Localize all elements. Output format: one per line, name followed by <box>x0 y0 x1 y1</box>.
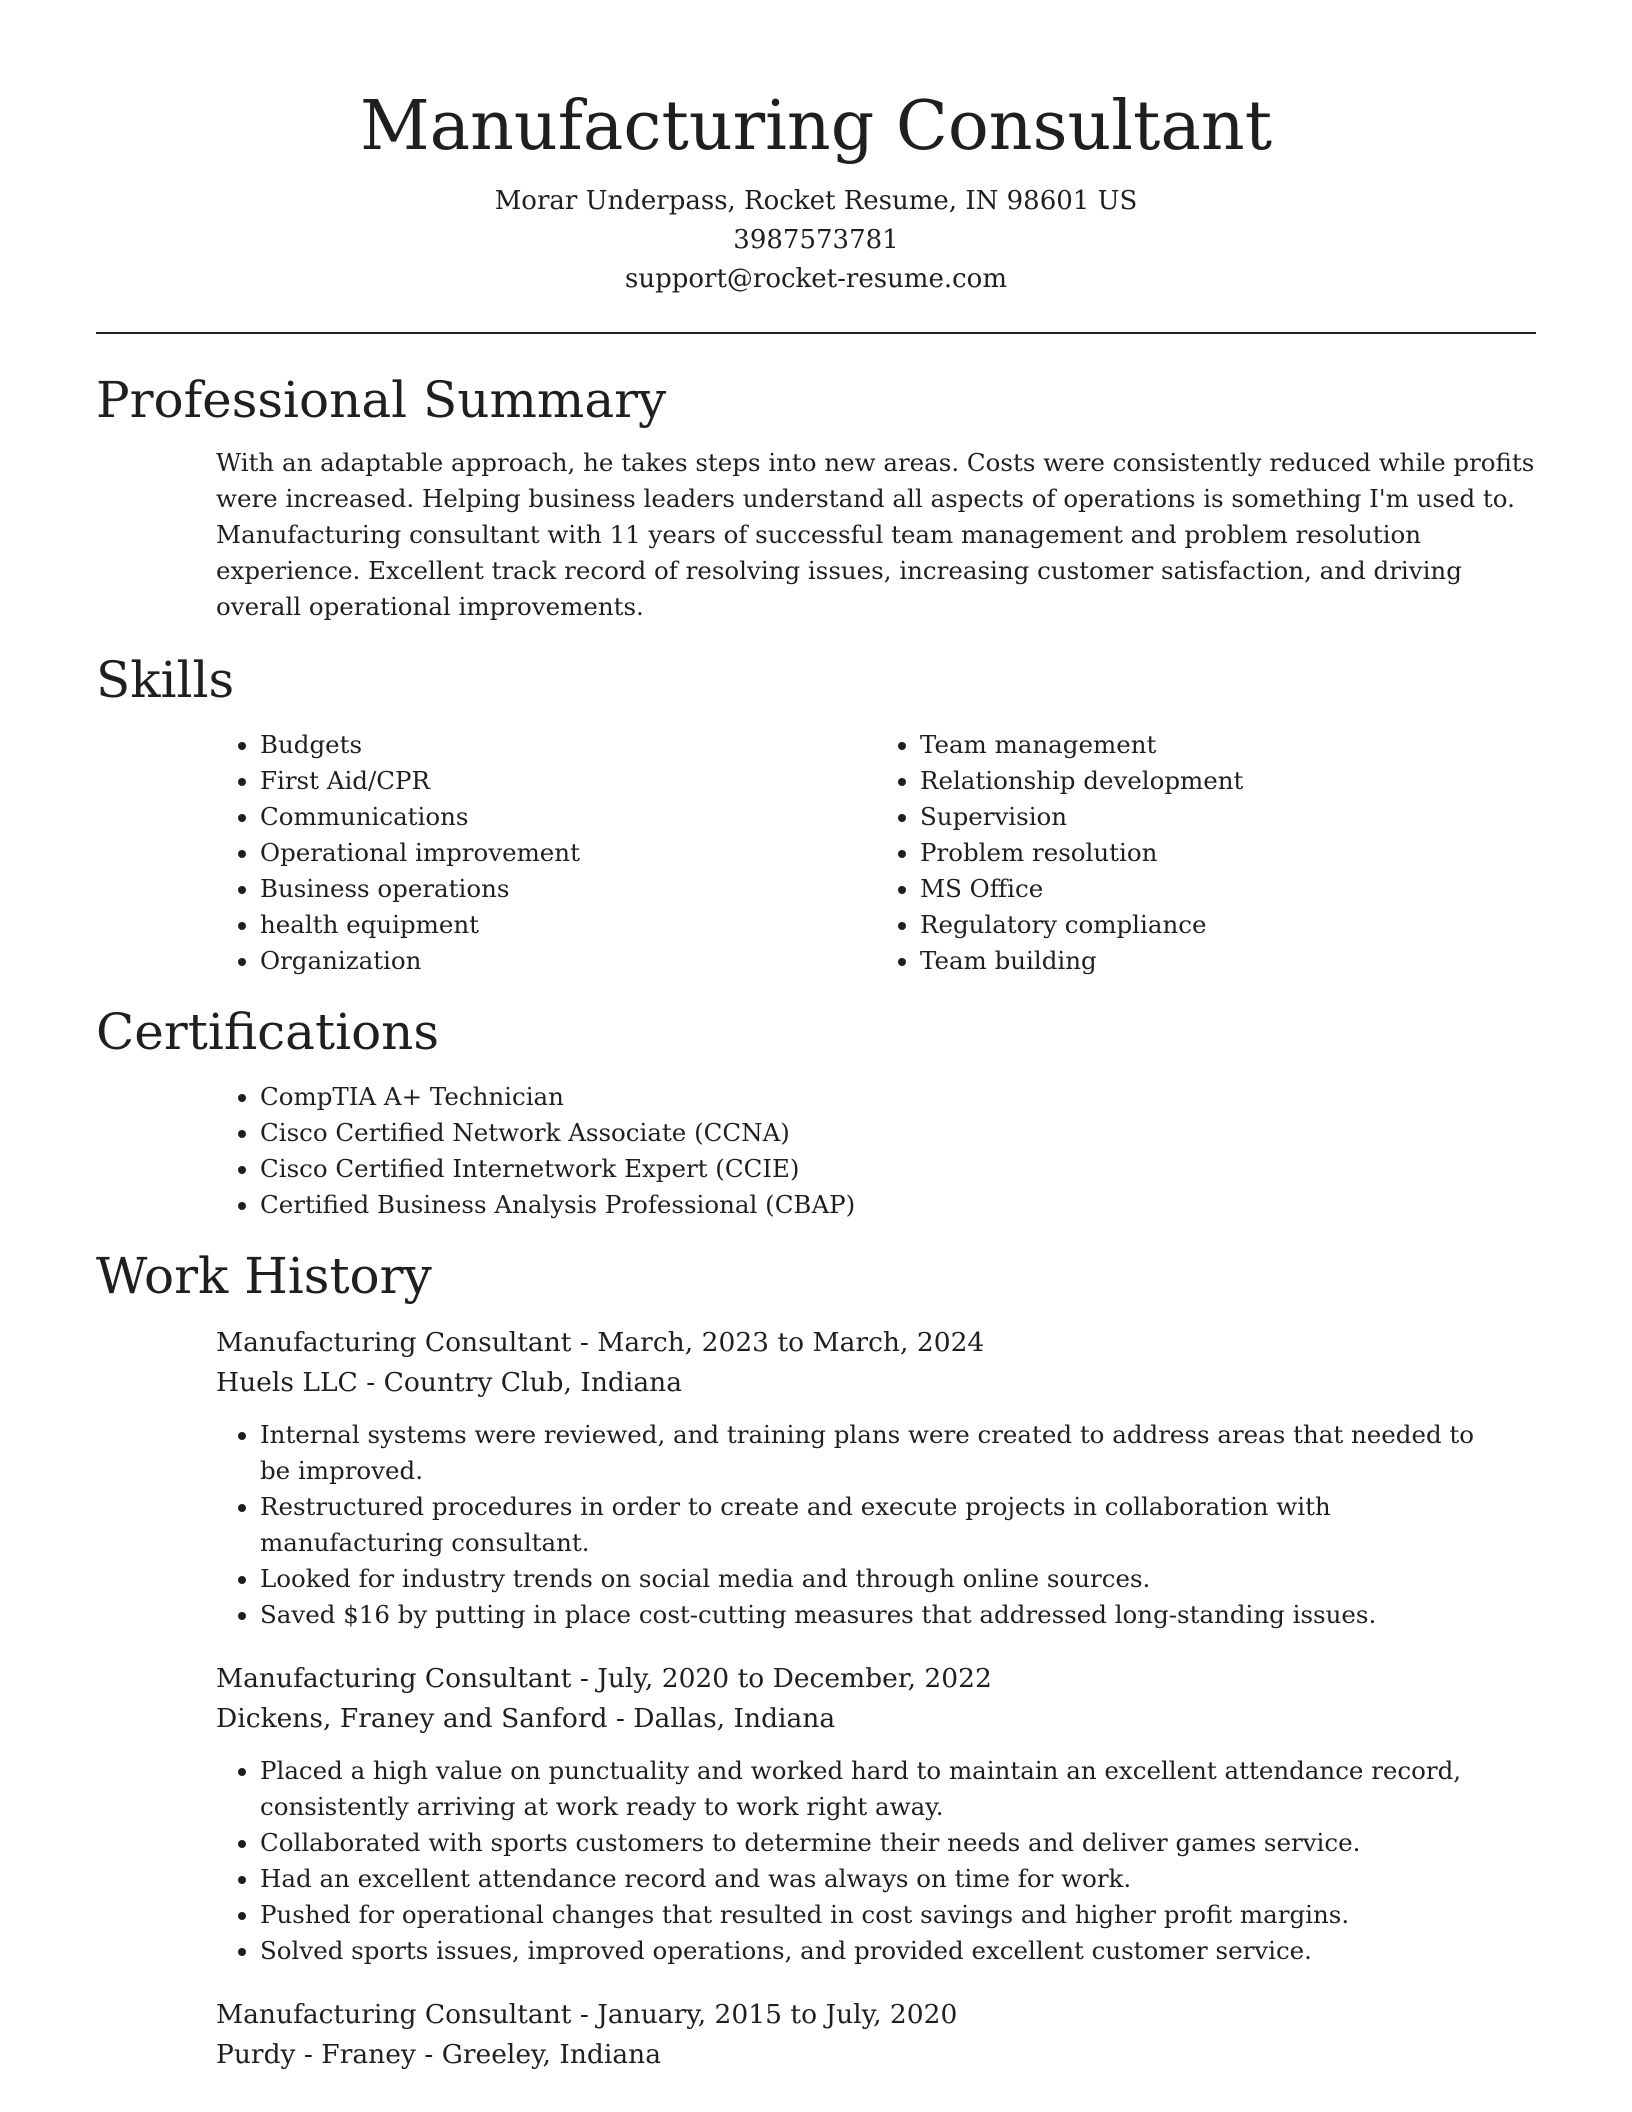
job-title: Manufacturing Consultant <box>216 1327 572 1358</box>
job-bullets <box>216 1417 1480 1633</box>
certification-item: • Certified Business Analysis Professional (CBAP) <box>260 1187 1536 1223</box>
skill-item: • Organization <box>260 943 876 979</box>
job-bullets <box>216 1753 1480 1969</box>
skills-heading: Skills <box>96 651 235 709</box>
certification-item: • CompTIA A+ Technician <box>260 1079 1536 1115</box>
job-entry <box>216 1323 1536 1633</box>
summary-heading: Professional Summary <box>96 371 667 429</box>
contact-email: support@rocket-resume.com <box>624 264 1007 294</box>
skills-columns <box>216 727 1536 979</box>
skill-item: • Budgets <box>260 727 876 763</box>
job-company-line <box>216 2035 1536 2075</box>
job-title-line <box>216 1995 1536 2035</box>
skill-item: • Communications <box>260 799 876 835</box>
contact-block <box>96 182 1536 299</box>
certifications-block <box>216 1079 1536 1223</box>
work-history-heading: Work History <box>96 1247 432 1305</box>
job-bullet: • Internal systems were reviewed, and training plans were created to address areas that needed to be improved. <box>260 1417 1480 1489</box>
resume-page <box>96 0 1536 2075</box>
job-bullet: • Solved sports issues, improved operations, and provided excellent customer service. <box>260 1933 1480 1969</box>
job-bullet: • Had an excellent attendance record and was always on time for work. <box>260 1861 1480 1897</box>
skill-item: • Supervision <box>920 799 1536 835</box>
job-location: - Greeley, Indiana <box>415 2039 661 2070</box>
job-entry <box>216 1995 1536 2075</box>
skill-item: • Team building <box>920 943 1536 979</box>
contact-address: Morar Underpass, Rocket Resume, IN 98601 US <box>494 186 1138 216</box>
job-title-line <box>216 1659 1536 1699</box>
job-bullet: • Saved $16 by putting in place cost-cutting measures that addressed long-standing issues. <box>260 1597 1480 1633</box>
job-title: Manufacturing Consultant <box>216 1999 572 2030</box>
job-dates: - July, 2020 to December, 2022 <box>571 1663 992 1694</box>
job-bullet: • Looked for industry trends on social media and through online sources. <box>260 1561 1480 1597</box>
job-company-line <box>216 1363 1536 1403</box>
skills-list-left <box>216 727 876 979</box>
header-divider <box>96 332 1536 334</box>
job-bullet: • Collaborated with sports customers to determine their needs and deliver games service. <box>260 1825 1480 1861</box>
skill-item: • Team management <box>920 727 1536 763</box>
skill-item: • Relationship development <box>920 763 1536 799</box>
job-company: Dickens, Franey and Sanford <box>216 1703 608 1734</box>
certification-item: • Cisco Certified Network Associate (CCNA) <box>260 1115 1536 1151</box>
job-title: Manufacturing Consultant <box>216 1663 572 1694</box>
certifications-list <box>216 1079 1536 1223</box>
skill-item: • Problem resolution <box>920 835 1536 871</box>
skills-list-right <box>876 727 1536 979</box>
certification-item: • Cisco Certified Internetwork Expert (CCIE) <box>260 1151 1536 1187</box>
summary-text: With an adaptable approach, he takes steps into new areas. Costs were consistently reduced while profits were increased. Helping business leaders understand all aspects of operations is something I'm used to. Manufacturing consultant with 11 years of successful team management and problem resolution experience. Excellent track record of resolving issues, increasing customer satisfaction, and driving overall operational improvements. <box>216 448 1535 621</box>
skill-item: • MS Office <box>920 871 1536 907</box>
skill-item: • Operational improvement <box>260 835 876 871</box>
job-entry <box>216 1659 1536 1969</box>
job-dates: - March, 2023 to March, 2024 <box>571 1327 985 1358</box>
skill-item: • First Aid/CPR <box>260 763 876 799</box>
job-location: - Country Club, Indiana <box>357 1367 682 1398</box>
job-location: - Dallas, Indiana <box>607 1703 836 1734</box>
job-title-line <box>216 1323 1536 1363</box>
resume-title: Manufacturing Consultant <box>359 87 1273 166</box>
skill-item: • Regulatory compliance <box>920 907 1536 943</box>
skill-item: • health equipment <box>260 907 876 943</box>
job-company: Huels LLC <box>216 1367 358 1398</box>
job-company-line <box>216 1699 1536 1739</box>
job-bullet: • Restructured procedures in order to create and execute projects in collaboration with manufacturing consultant. <box>260 1489 1480 1561</box>
job-bullet: • Placed a high value on punctuality and worked hard to maintain an excellent attendance record, consistently arriving at work ready to work right away. <box>260 1753 1480 1825</box>
job-company: Purdy - Franey <box>216 2039 416 2070</box>
skill-item: • Business operations <box>260 871 876 907</box>
contact-phone: 3987573781 <box>733 225 899 255</box>
certifications-heading: Certifications <box>96 1003 440 1061</box>
job-dates: - January, 2015 to July, 2020 <box>571 1999 958 2030</box>
job-bullet: • Pushed for operational changes that resulted in cost savings and higher profit margins. <box>260 1897 1480 1933</box>
